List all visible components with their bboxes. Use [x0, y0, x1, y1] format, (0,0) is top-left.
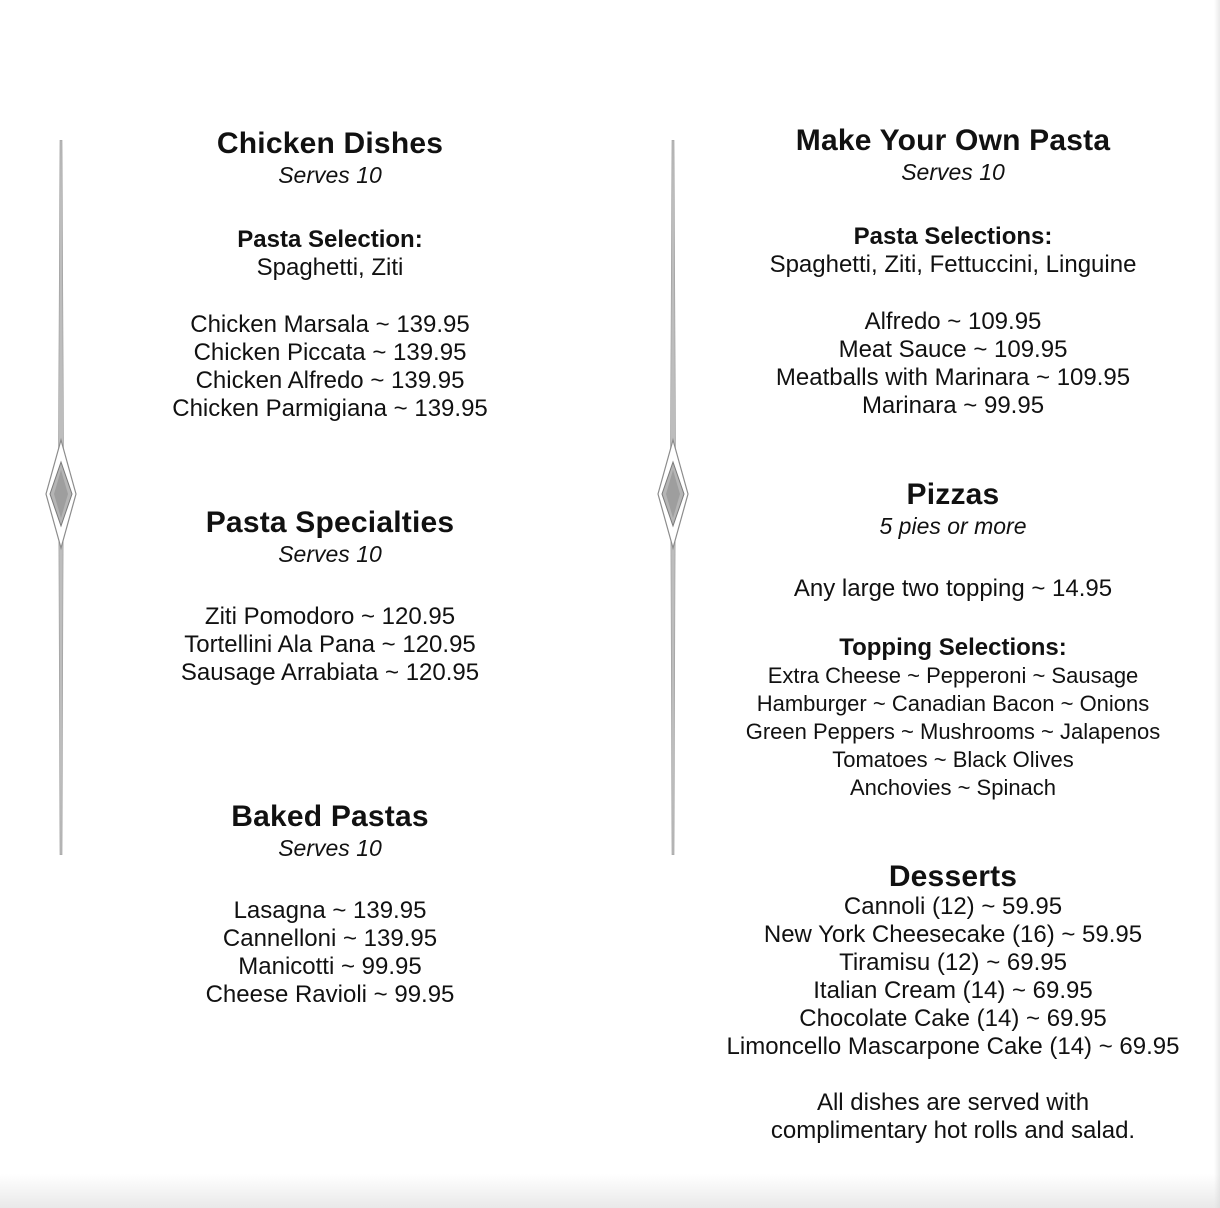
menu-item: Chicken Alfredo ~ 139.95 — [195, 367, 465, 394]
own-pasta-item-list — [700, 308, 1206, 420]
chicken-dishes-section — [100, 127, 560, 189]
own-pasta-selection — [700, 223, 1206, 279]
topping-selections — [700, 634, 1206, 802]
make-your-own-pasta-section — [700, 124, 1206, 186]
menu-item: Lasagna ~ 139.95 — [233, 897, 427, 924]
page-edge-shadow — [1214, 0, 1220, 1208]
menu-item: Limoncello Mascarpone Cake (14) ~ 69.95 — [726, 1033, 1180, 1060]
menu-item: Manicotti ~ 99.95 — [238, 953, 422, 980]
pizza-price-line — [700, 575, 1206, 603]
baked-pastas-section — [100, 800, 560, 862]
section-title: Chicken Dishes — [216, 127, 444, 160]
footer-note-line: complimentary hot rolls and salad. — [770, 1117, 1136, 1144]
topping-line: Green Peppers ~ Mushrooms ~ Jalapenos — [745, 719, 1161, 744]
pasta-specialties-section — [100, 506, 560, 568]
chicken-pasta-selection — [100, 226, 560, 282]
selection-values: Spaghetti, Ziti, Fettuccini, Linguine — [769, 251, 1137, 278]
section-title: Make Your Own Pasta — [795, 124, 1111, 157]
selection-label: Pasta Selection: — [237, 226, 423, 253]
serves-note: Serves 10 — [901, 159, 1005, 185]
left-ornamental-divider — [40, 140, 84, 855]
serves-note: Serves 10 — [278, 162, 382, 188]
pizza-price: Any large two topping ~ 14.95 — [793, 575, 1113, 602]
menu-item: New York Cheesecake (16) ~ 59.95 — [763, 921, 1143, 948]
menu-item: Chicken Parmigiana ~ 139.95 — [172, 395, 488, 422]
section-title: Pizzas — [906, 478, 1000, 511]
menu-item: Sausage Arrabiata ~ 120.95 — [180, 659, 480, 686]
serves-note: Serves 10 — [278, 835, 382, 861]
pizza-minimum-note: 5 pies or more — [879, 513, 1027, 539]
specialties-item-list — [100, 603, 560, 687]
pizzas-section — [700, 478, 1206, 540]
section-title: Desserts — [888, 860, 1018, 893]
menu-item: Chicken Piccata ~ 139.95 — [193, 339, 467, 366]
desserts-item-list — [700, 893, 1206, 1061]
menu-item: Cannelloni ~ 139.95 — [222, 925, 438, 952]
menu-item: Chicken Marsala ~ 139.95 — [190, 311, 470, 338]
menu-item: Meat Sauce ~ 109.95 — [838, 336, 1068, 363]
menu-item: Ziti Pomodoro ~ 120.95 — [204, 603, 456, 630]
footer-note — [700, 1089, 1206, 1145]
topping-line: Extra Cheese ~ Pepperoni ~ Sausage — [767, 663, 1139, 688]
menu-item: Cheese Ravioli ~ 99.95 — [205, 981, 455, 1008]
page-bottom-shadow — [0, 1174, 1220, 1208]
menu-item: Cannoli (12) ~ 59.95 — [843, 893, 1063, 920]
section-title: Baked Pastas — [231, 800, 429, 833]
menu-item: Chocolate Cake (14) ~ 69.95 — [799, 1005, 1107, 1032]
desserts-section — [700, 860, 1206, 894]
serves-note: Serves 10 — [278, 541, 382, 567]
menu-item: Tortellini Ala Pana ~ 120.95 — [184, 631, 476, 658]
toppings-label: Topping Selections: — [839, 634, 1067, 661]
selection-label: Pasta Selections: — [853, 223, 1053, 250]
topping-line: Anchovies ~ Spinach — [849, 775, 1057, 800]
footer-note-line: All dishes are served with — [816, 1089, 1090, 1116]
menu-item: Marinara ~ 99.95 — [861, 392, 1045, 419]
menu-item: Meatballs with Marinara ~ 109.95 — [775, 364, 1131, 391]
center-ornamental-divider — [652, 140, 696, 855]
menu-item: Italian Cream (14) ~ 69.95 — [813, 977, 1093, 1004]
baked-item-list — [100, 897, 560, 1009]
topping-line: Tomatoes ~ Black Olives — [832, 747, 1074, 772]
chicken-item-list — [100, 311, 560, 423]
menu-item: Tiramisu (12) ~ 69.95 — [839, 949, 1067, 976]
menu-item: Alfredo ~ 109.95 — [864, 308, 1042, 335]
selection-values: Spaghetti, Ziti — [256, 254, 404, 281]
section-title: Pasta Specialties — [205, 506, 455, 539]
topping-line: Hamburger ~ Canadian Bacon ~ Onions — [756, 691, 1150, 716]
